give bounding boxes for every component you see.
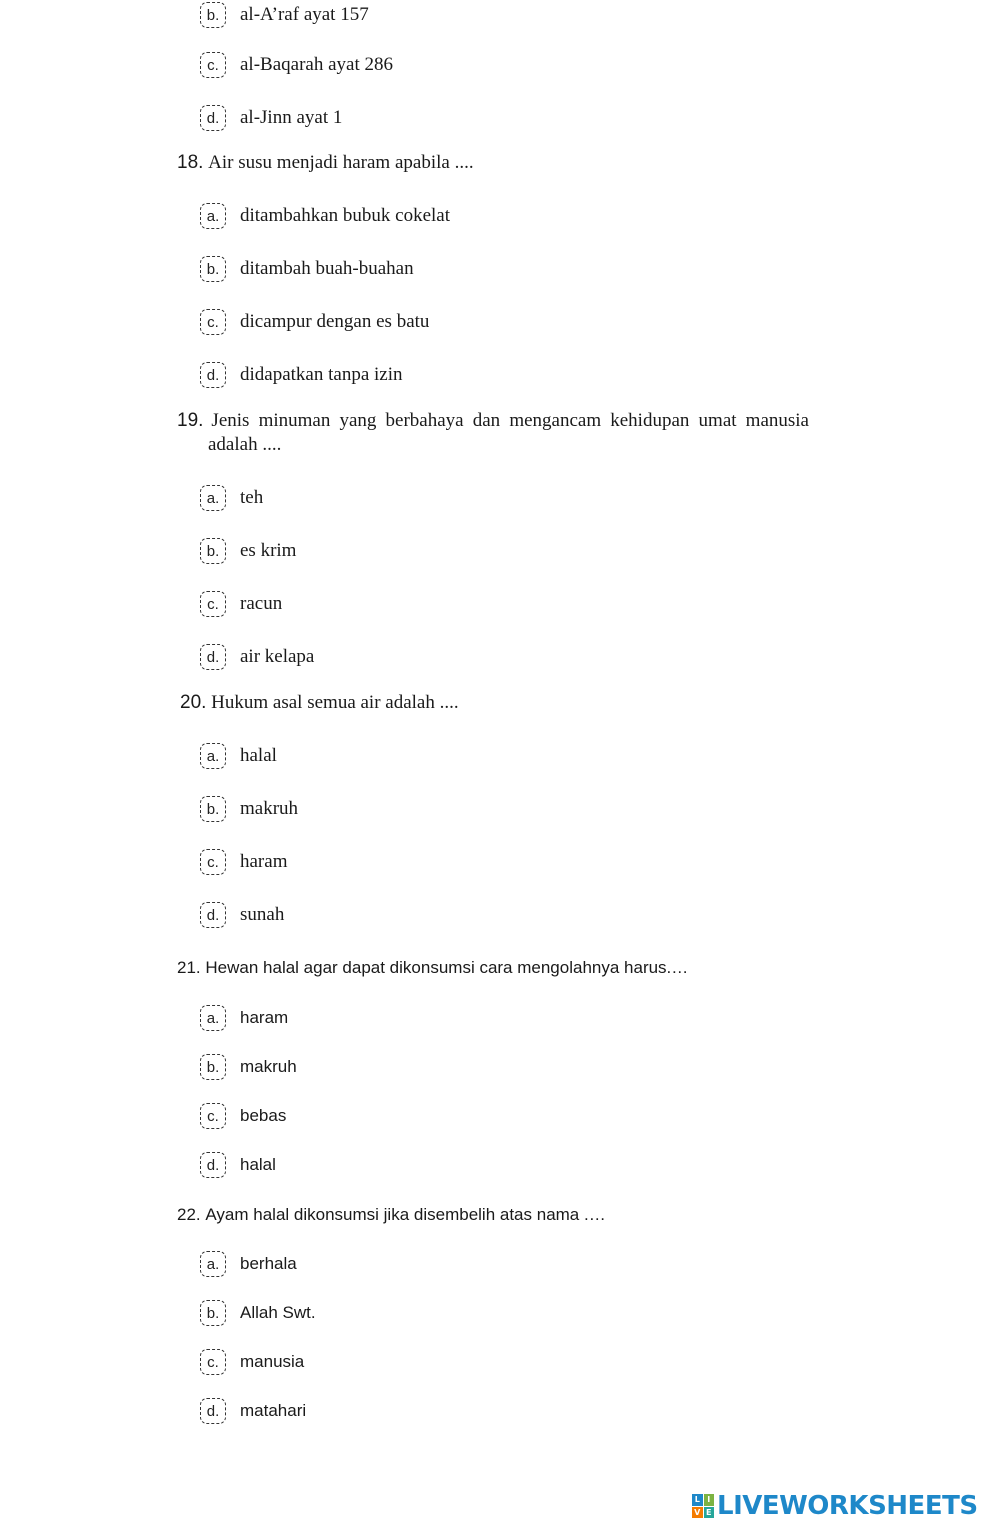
question-number: 20. (180, 692, 207, 713)
liveworksheets-logo (692, 1489, 978, 1523)
option-20-c[interactable] (200, 847, 287, 877)
logo-text: LIVEWORKSHEETS (717, 1491, 978, 1521)
option-badge[interactable]: a. (200, 1005, 226, 1031)
option-20-b[interactable] (200, 794, 298, 824)
option-19-c[interactable] (200, 589, 282, 619)
option-label: ditambahkan bubuk cokelat (240, 205, 450, 226)
question-number: 19. (177, 410, 204, 431)
logo-grid-cell: L (692, 1494, 703, 1506)
option-badge[interactable]: c. (200, 52, 226, 78)
option-badge[interactable]: a. (200, 1251, 226, 1277)
question-20 (180, 691, 459, 715)
option-18-d[interactable] (200, 360, 403, 390)
question-number: 22. (177, 1205, 201, 1224)
option-18-a[interactable] (200, 201, 450, 231)
option-badge[interactable]: d. (200, 105, 226, 131)
question-line (177, 409, 809, 433)
option-badge[interactable]: a. (200, 485, 226, 511)
option-21-a[interactable] (200, 1003, 288, 1033)
option-badge[interactable]: d. (200, 644, 226, 670)
option-19-a[interactable] (200, 483, 263, 513)
option-18-c[interactable] (200, 307, 429, 337)
logo-grid-cell: I (704, 1494, 715, 1506)
question-19 (177, 409, 809, 457)
option-label: berhala (240, 1254, 297, 1273)
question-text: Hewan halal agar dapat dikonsumsi cara mengolahnya harus.… (205, 958, 689, 977)
option-label: ditambah buah-buahan (240, 258, 414, 279)
option-label: makruh (240, 1057, 297, 1076)
option-18-b[interactable] (200, 254, 414, 284)
option-badge[interactable]: b. (200, 796, 226, 822)
option-badge[interactable]: a. (200, 203, 226, 229)
question-text: Jenis minuman yang berbahaya dan mengancam kehidupan umat manusia (211, 410, 809, 431)
option-17-d[interactable] (200, 103, 342, 133)
option-17-b[interactable] (200, 0, 369, 30)
option-label: Allah Swt. (240, 1303, 316, 1322)
option-17-c[interactable] (200, 50, 393, 80)
option-badge[interactable]: c. (200, 1103, 226, 1129)
option-label: haram (240, 851, 288, 872)
logo-grid-cell: V (692, 1507, 703, 1519)
option-badge[interactable]: d. (200, 362, 226, 388)
option-badge[interactable]: b. (200, 2, 226, 28)
question-text: Ayam halal dikonsumsi jika disembelih atas nama .… (205, 1205, 606, 1224)
question-18 (177, 151, 474, 175)
option-label: haram (240, 1008, 289, 1027)
option-label: makruh (240, 798, 299, 819)
option-label: halal (240, 745, 277, 766)
option-badge[interactable]: d. (200, 1152, 226, 1178)
option-21-c[interactable] (200, 1101, 286, 1131)
option-badge[interactable]: d. (200, 1398, 226, 1424)
option-label: air kelapa (240, 646, 315, 667)
question-line (177, 433, 809, 457)
logo-grid-icon (692, 1494, 714, 1518)
question-number: 18. (177, 152, 204, 173)
option-badge[interactable]: b. (200, 256, 226, 282)
option-badge[interactable]: c. (200, 309, 226, 335)
option-label: manusia (240, 1352, 305, 1371)
option-21-b[interactable] (200, 1052, 297, 1082)
option-22-a[interactable] (200, 1249, 297, 1279)
option-22-d[interactable] (200, 1396, 306, 1426)
option-label: teh (240, 487, 264, 508)
option-badge[interactable]: c. (200, 849, 226, 875)
option-label: al-Jinn ayat 1 (240, 107, 343, 128)
option-badge[interactable]: b. (200, 1054, 226, 1080)
option-label: sunah (240, 904, 285, 925)
option-label: didapatkan tanpa izin (240, 364, 403, 385)
option-label: bebas (240, 1106, 287, 1125)
option-label: es krim (240, 540, 297, 561)
option-label: al-A’raf ayat 157 (240, 4, 369, 25)
option-badge[interactable]: d. (200, 902, 226, 928)
option-20-d[interactable] (200, 900, 284, 930)
question-text: Air susu menjadi haram apabila .... (208, 152, 474, 173)
question-text: Hukum asal semua air adalah .... (211, 692, 459, 713)
option-label: racun (240, 593, 283, 614)
option-19-b[interactable] (200, 536, 296, 566)
option-label: halal (240, 1155, 276, 1174)
question-number: 21. (177, 958, 201, 977)
option-22-b[interactable] (200, 1298, 316, 1328)
option-label: al-Baqarah ayat 286 (240, 54, 393, 75)
option-22-c[interactable] (200, 1347, 304, 1377)
question-22 (177, 1203, 606, 1227)
option-badge[interactable]: c. (200, 591, 226, 617)
logo-grid-cell: E (704, 1507, 715, 1519)
question-text-continued: adalah .... (208, 434, 282, 455)
option-badge[interactable]: c. (200, 1349, 226, 1375)
option-badge[interactable]: b. (200, 1300, 226, 1326)
question-21 (177, 956, 688, 980)
option-19-d[interactable] (200, 642, 314, 672)
option-label: matahari (240, 1401, 307, 1420)
option-21-d[interactable] (200, 1150, 276, 1180)
option-20-a[interactable] (200, 741, 277, 771)
option-badge[interactable]: b. (200, 538, 226, 564)
option-label: dicampur dengan es batu (240, 311, 430, 332)
option-badge[interactable]: a. (200, 743, 226, 769)
